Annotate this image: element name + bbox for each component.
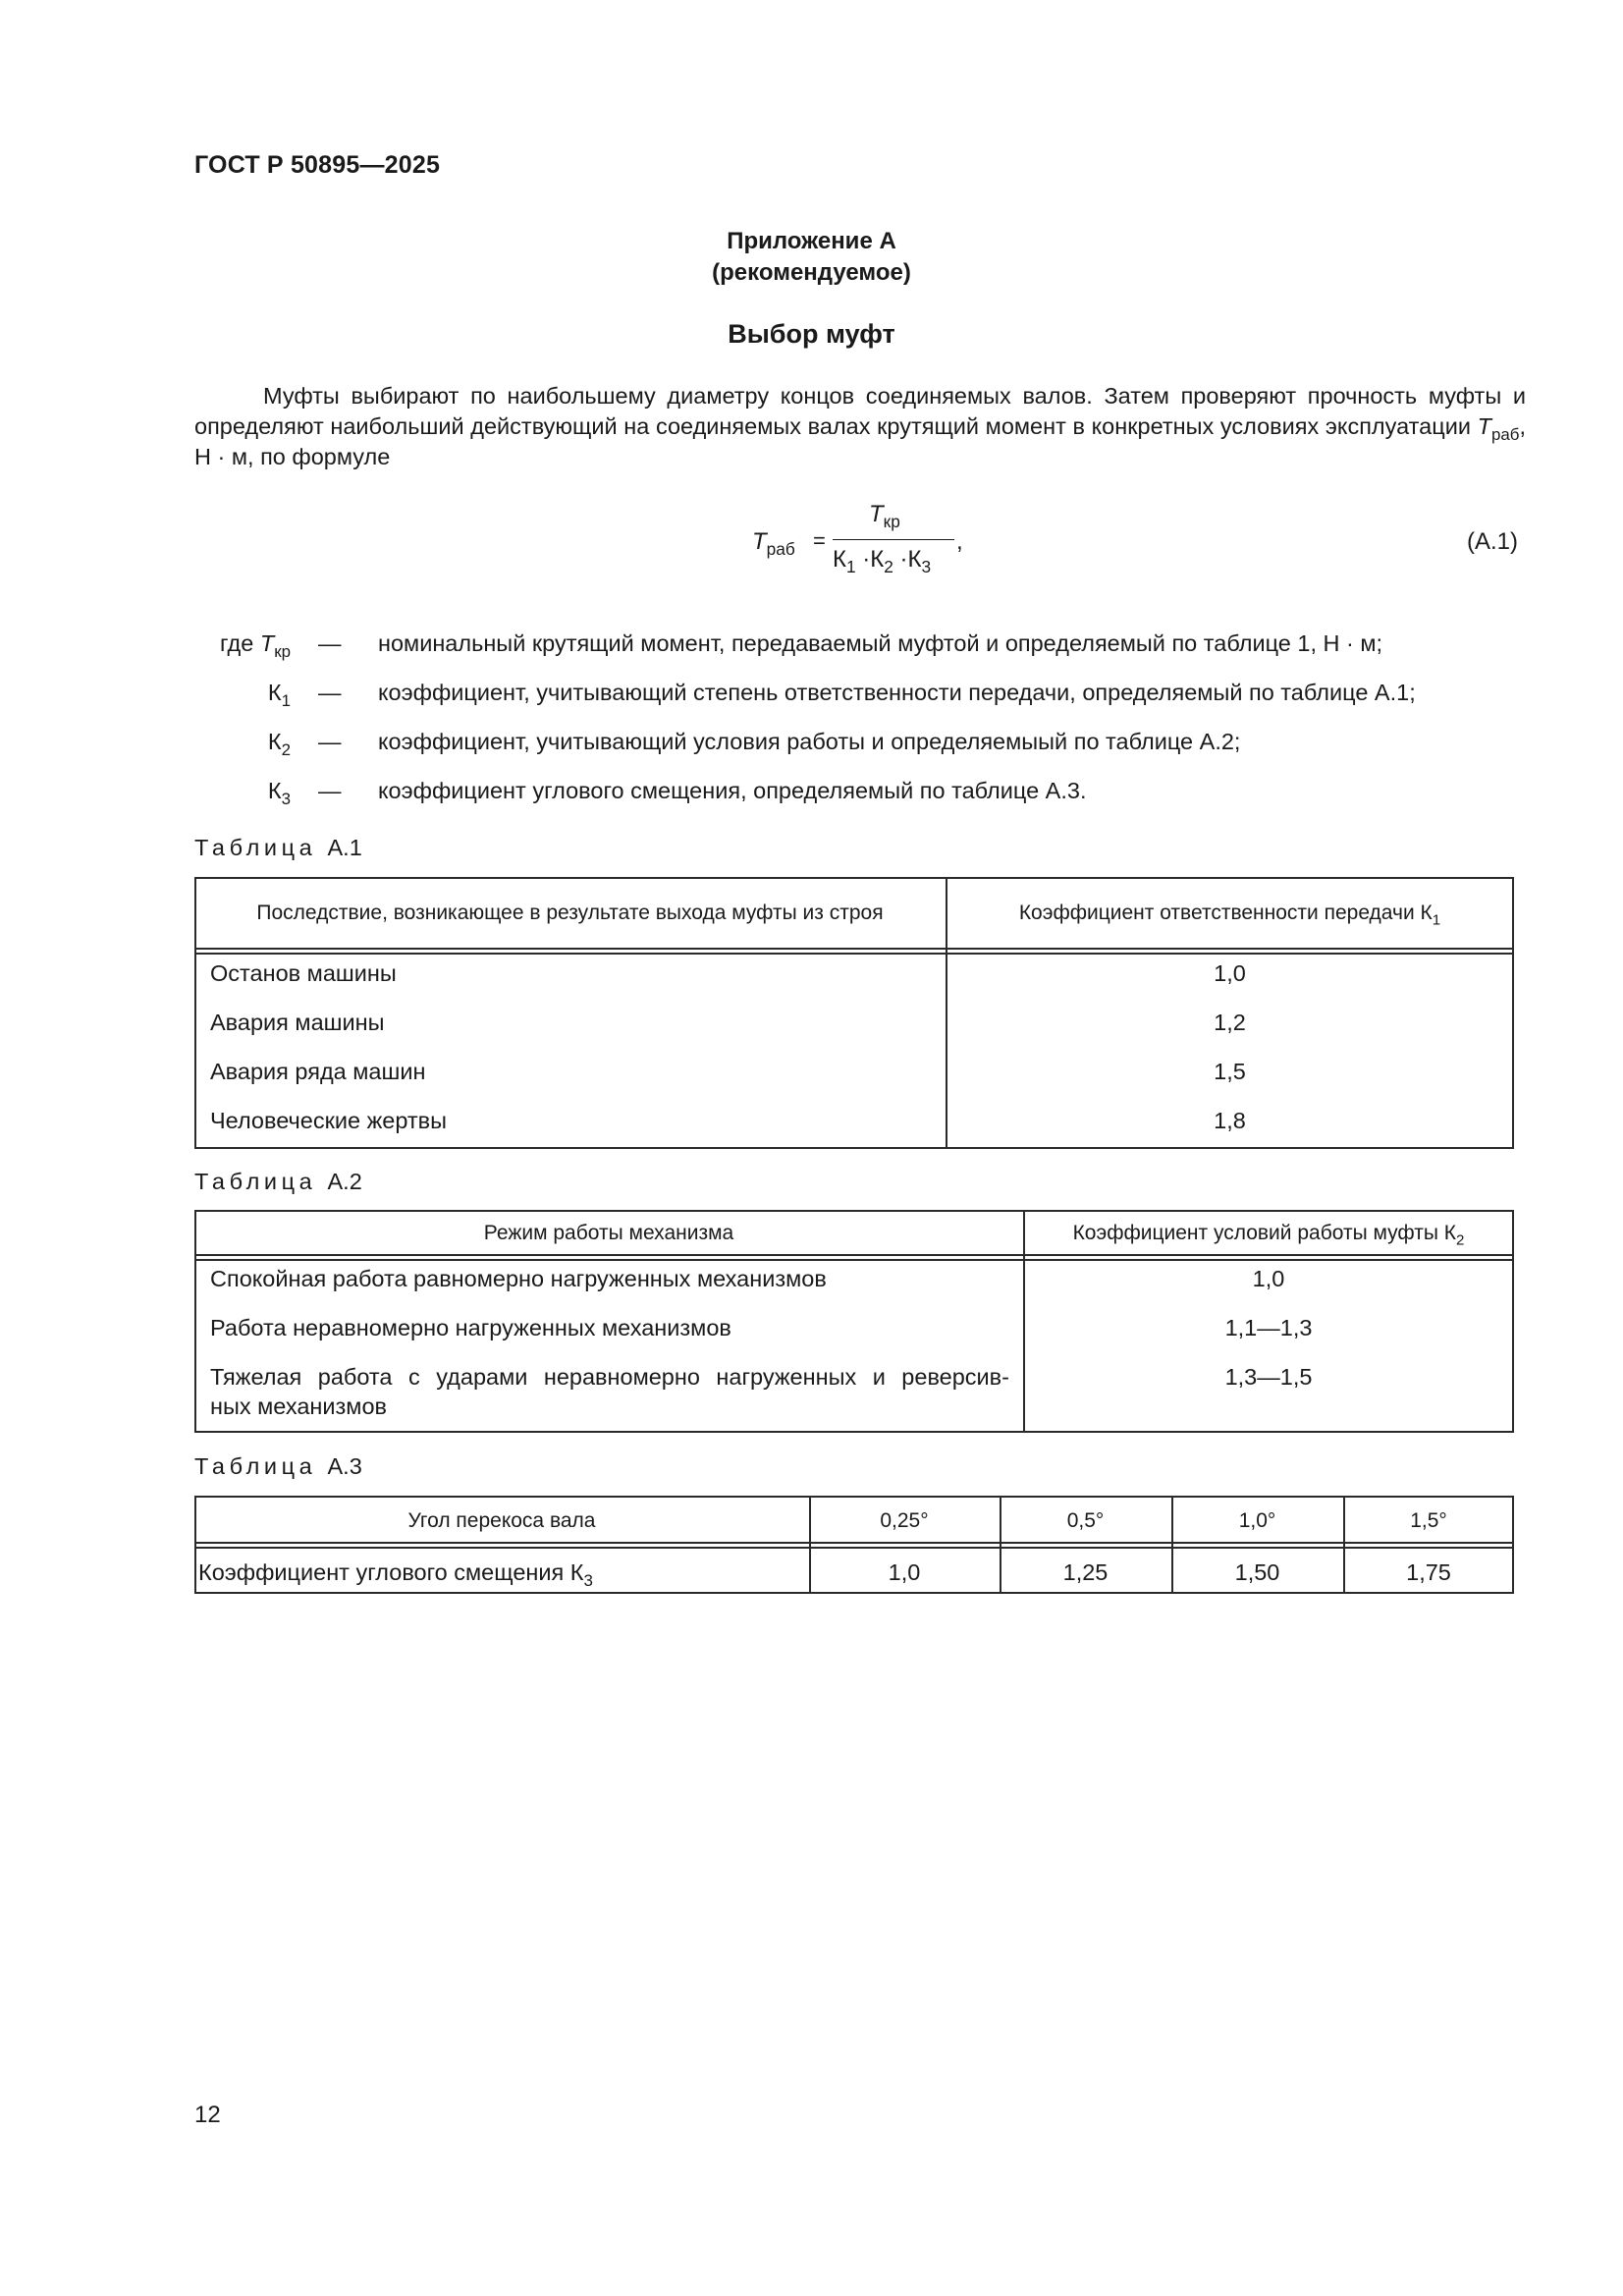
table-a3-header-angle: 1,0° (1238, 1509, 1276, 1532)
table-a3-value: 1,75 (1406, 1559, 1451, 1585)
page-number: 12 (194, 2102, 221, 2128)
table-a2-header-divider (194, 1259, 1514, 1261)
table-a3-header-divider (194, 1547, 1514, 1549)
table-a1-caption: Таблица А.1 (194, 835, 362, 860)
table-a3-header-divider (194, 1542, 1514, 1544)
table-a1-header-divider (194, 948, 1514, 950)
table-row-label: Работа неравномерно нагруженных механизмов (210, 1315, 731, 1340)
definition-symbol: где $T_{кр}$ (220, 630, 291, 661)
table-row-value: 1,5 (1214, 1059, 1246, 1084)
intro-paragraph (194, 381, 1526, 472)
definition-dash: — (318, 729, 342, 754)
table-row-label: Авария ряда машин (210, 1059, 426, 1084)
formula-equals: = (813, 528, 826, 553)
formula-lhs: $T_{раб}$ (752, 528, 795, 560)
definition-dash: — (318, 778, 342, 803)
table-row-label: Тяжелая работа с ударами неравномерно нагруженных и реверсив- (210, 1364, 1009, 1390)
table-a1-header-col1: Последствие, возникающее в результате выхода муфты из строя (256, 902, 884, 924)
section-title: Выбор муфт (728, 319, 895, 349)
table-a1-header-divider (194, 953, 1514, 955)
definition-dash: — (318, 630, 342, 656)
table-row-label: Останов машины (210, 960, 397, 986)
table-row-label: Спокойная работа равномерно нагруженных механизмов (210, 1266, 827, 1291)
definition-text: номинальный крутящий момент, передаваемый муфтой и определяемый по таблице 1, Н · м; (378, 630, 1383, 656)
formula-denominator: $К_1 \cdot К_2 \cdot К_3$ (833, 546, 932, 577)
table-row-value: 1,2 (1214, 1010, 1246, 1035)
intro-text-2: , Н · м, по формуле (194, 413, 1526, 469)
table-row-label: Человеческие жертвы (210, 1108, 448, 1133)
table-a1-header-col2: Коэффициент ответственности передачи $К_1$ (1018, 902, 1441, 929)
table-row-value: 1,3—1,5 (1224, 1364, 1313, 1390)
formula-fraction-bar (833, 539, 954, 540)
formula-numerator: $T_{кр}$ (869, 501, 900, 532)
definition-text: коэффициент углового смещения, определяемый по таблице А.3. (378, 778, 1087, 803)
table-a2-caption: Таблица А.2 (194, 1169, 362, 1194)
table-a3-value: 1,50 (1234, 1559, 1280, 1585)
table-row-label: Авария машины (210, 1010, 385, 1035)
table-row-label-cont: ных механизмов (210, 1394, 388, 1419)
table-a2-header-col1: Режим работы механизма (483, 1222, 734, 1244)
table-row-value: 1,1—1,3 (1224, 1315, 1313, 1340)
table-a3-header-label: Угол перекоса вала (407, 1509, 596, 1532)
document-code: ГОСТ Р 50895—2025 (194, 151, 441, 179)
intro-text-1: Муфты выбирают по наибольшему диаметру концов соединяемых валов. Затем проверяют прочность муфты и определяют наибольший действующий на соединяемых валах крутящий момент в конкретных условиях эксплуатации (194, 383, 1526, 439)
table-a3-header-angle: 0,5° (1066, 1509, 1105, 1532)
table-row-value: 1,8 (1214, 1108, 1246, 1133)
definition-symbol: $К_3$ (267, 778, 291, 808)
appendix-status: (рекомендуемое) (712, 259, 911, 286)
formula-comma: , (956, 528, 963, 555)
definition-dash: — (318, 680, 342, 705)
table-a3-header-angle: 1,5° (1410, 1509, 1447, 1532)
table-a2-header-col2: Коэффициент условий работы муфты $К_2$ (1072, 1222, 1465, 1249)
appendix-title: Приложение А (727, 228, 896, 254)
intro-symbol: T (1477, 413, 1491, 439)
definition-text: коэффициент, учитывающий условия работы и определяемыый по таблице А.2; (378, 729, 1241, 754)
table-a3-caption: Таблица А.3 (194, 1453, 362, 1479)
table-a3-row-label: Коэффициент углового смещения $К_3$ (198, 1559, 593, 1590)
table-a3-value: 1,0 (888, 1559, 921, 1585)
table-a2-header-divider (194, 1254, 1514, 1256)
definition-symbol: $К_1$ (267, 680, 291, 710)
formula-label: (А.1) (1467, 528, 1519, 555)
table-row-value: 1,0 (1214, 960, 1246, 986)
table-a3-header-angle: 0,25° (880, 1509, 929, 1532)
definition-text: коэффициент, учитывающий степень ответственности передачи, определяемый по таблице А.1; (378, 680, 1416, 705)
intro-symbol-sub: раб (1490, 424, 1520, 444)
table-row-value: 1,0 (1252, 1266, 1285, 1291)
table-a3-value: 1,25 (1062, 1559, 1109, 1585)
definition-symbol: $К_2$ (267, 729, 291, 759)
